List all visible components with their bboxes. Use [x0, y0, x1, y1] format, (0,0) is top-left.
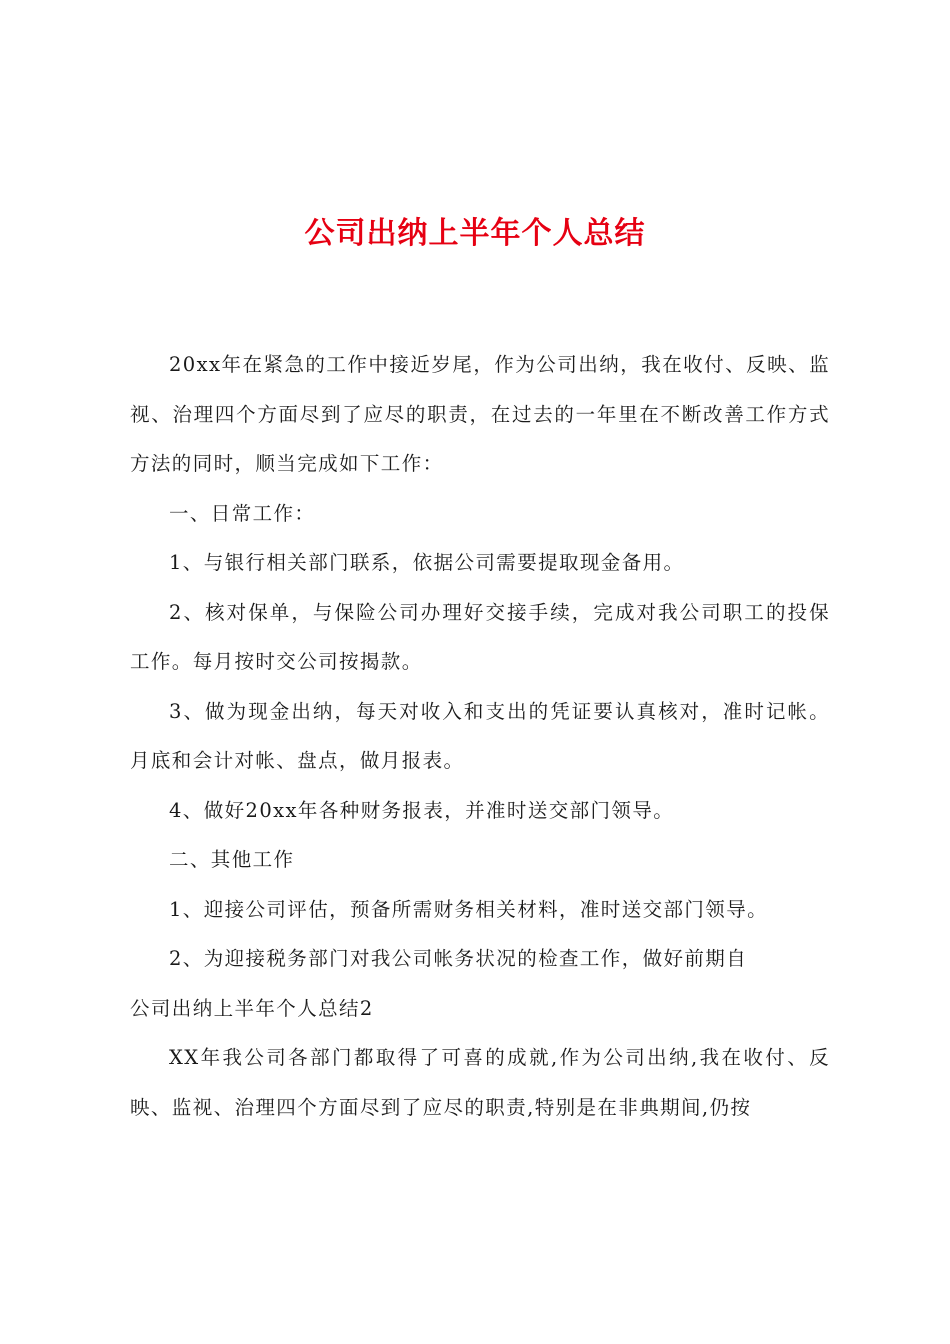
list-item-other-1: 1、迎接公司评估，预备所需财务相关材料，准时送交部门领导。	[169, 897, 769, 921]
section-heading-daily-work: 一、日常工作：	[169, 501, 316, 525]
document-title: 公司出纳上半年个人总结	[304, 216, 646, 251]
list-item-3: 3、做为现金出纳，每天对收入和支出的凭证要认真核对，准时记帐。月底和会计对帐、盘点，做月报表。	[130, 699, 830, 772]
subtitle-second-summary: 公司出纳上半年个人总结2	[130, 996, 374, 1020]
list-item-1: 1、与银行相关部门联系，依据公司需要提取现金备用。	[169, 551, 685, 574]
list-item-2: 2、核对保单，与保险公司办理好交接手续，完成对我公司职工的投保工作。每月按时交公司按揭款。	[130, 600, 830, 673]
list-item-4: 4、做好20xx年各种财务报表，并准时送交部门领导。	[169, 798, 675, 822]
paragraph-intro: 20xx年在紧急的工作中接近岁尾，作为公司出纳，我在收付、反映、监视、治理四个方面尽到了应尽的职责，在过去的一年里在不断改善工作方式方法的同时，顺当完成如下工作：	[130, 353, 830, 475]
document-body	[130, 340, 830, 1132]
section-heading-other-work: 二、其他工作	[169, 848, 295, 871]
list-item-other-2: 2、为迎接税务部门对我公司帐务状况的检查工作，做好前期自	[169, 947, 748, 970]
paragraph-second-intro: XX年我公司各部门都取得了可喜的成就,作为公司出纳,我在收付、反映、监视、治理四个方面尽到了应尽的职责,特别是在非典期间,仍按	[130, 1046, 830, 1119]
